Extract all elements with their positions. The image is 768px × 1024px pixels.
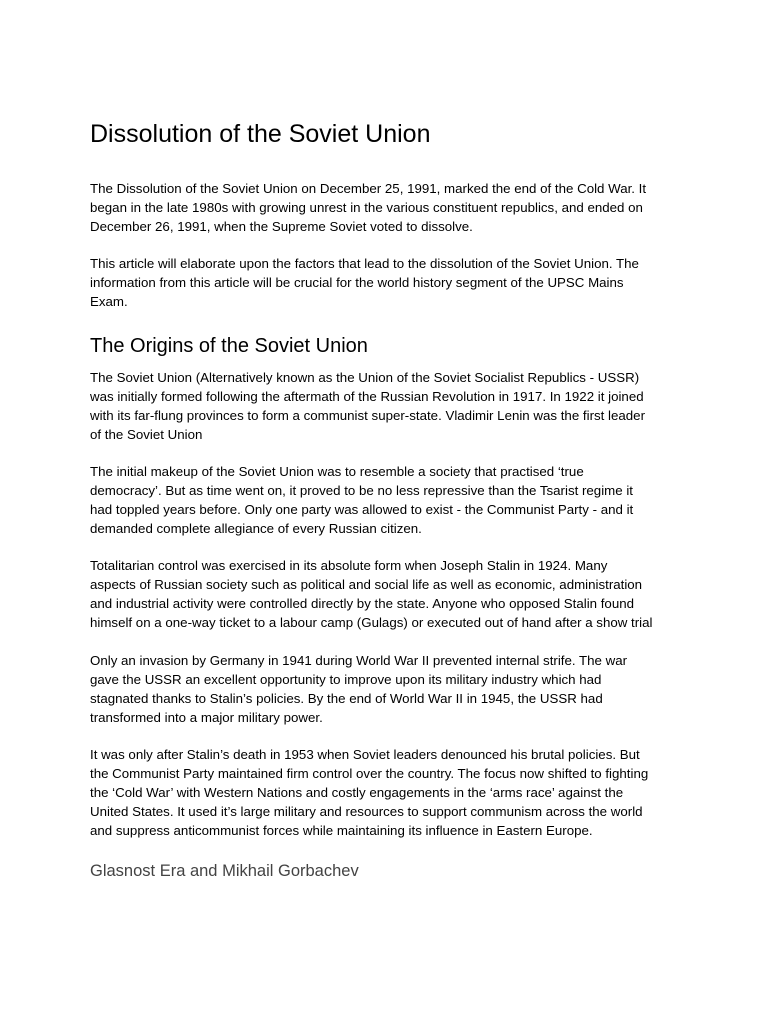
origins-paragraph-2: [90, 462, 690, 538]
text-line: gave the USSR an excellent opportunity to improve upon its military industry which had: [90, 672, 602, 687]
text-line: transformed into a major military power.: [90, 710, 323, 725]
text-line: The Dissolution of the Soviet Union on December 25, 1991, marked the end of the Cold War. It: [90, 181, 647, 196]
text-line: Only an invasion by Germany in 1941 during World War II prevented internal strife. The war: [90, 653, 628, 668]
origins-paragraph-4: [90, 651, 690, 727]
text-line: with its far-flung provinces to form a communist super-state. Vladimir Lenin was the first leader: [90, 408, 645, 423]
text-line: and suppress anticommunist forces while maintaining its influence in Eastern Europe.: [90, 823, 593, 838]
origins-paragraph-3: [90, 556, 690, 632]
intro-paragraph-2: [90, 254, 690, 311]
text-line: This article will elaborate upon the factors that lead to the dissolution of the Soviet Union. The: [90, 256, 639, 271]
section-heading-glasnost: Glasnost Era and Mikhail Gorbachev: [90, 862, 359, 880]
text-line: It was only after Stalin’s death in 1953 when Soviet leaders denounced his brutal policies. But: [90, 747, 640, 762]
section-heading-origins: The Origins of the Soviet Union: [90, 335, 368, 357]
text-line: the ‘Cold War’ with Western Nations and costly engagements in the ‘arms race’ against the: [90, 785, 624, 800]
text-line: Exam.: [90, 294, 128, 309]
text-line: had toppled years before. Only one party was allowed to exist - the Communist Party - and it: [90, 502, 634, 517]
text-line: aspects of Russian society such as political and social life as well as economic, administration: [90, 577, 643, 592]
intro-paragraph-1: [90, 179, 690, 236]
text-line: himself on a one-way ticket to a labour camp (Gulags) or executed out of hand after a show trial: [90, 615, 653, 630]
text-line: The initial makeup of the Soviet Union was to resemble a society that practised ‘true: [90, 464, 584, 479]
text-line: the Communist Party maintained firm control over the country. The focus now shifted to fighting: [90, 766, 649, 781]
text-line: of the Soviet Union: [90, 427, 203, 442]
text-line: stagnated thanks to Stalin’s policies. By the end of World War II in 1945, the USSR had: [90, 691, 603, 706]
text-line: The Soviet Union (Alternatively known as the Union of the Soviet Socialist Republics - USSR): [90, 370, 640, 385]
text-line: United States. It used it’s large military and resources to support communism across the world: [90, 804, 643, 819]
origins-paragraph-5: [90, 745, 690, 840]
origins-paragraph-1: [90, 368, 690, 444]
text-line: began in the late 1980s with growing unrest in the various constituent republics, and ended on: [90, 200, 643, 215]
text-line: was initially formed following the aftermath of the Russian Revolution in 1917. In 1922 it joined: [90, 389, 644, 404]
text-line: democracy’. But as time went on, it proved to be no less repressive than the Tsarist regime it: [90, 483, 633, 498]
text-line: demanded complete allegiance of every Russian citizen.: [90, 521, 422, 536]
text-line: and industrial activity were controlled directly by the state. Anyone who opposed Stalin found: [90, 596, 635, 611]
page-title: Dissolution of the Soviet Union: [90, 120, 431, 148]
text-line: December 26, 1991, when the Supreme Soviet voted to dissolve.: [90, 219, 473, 234]
text-line: information from this article will be crucial for the world history segment of the UPSC Mains: [90, 275, 624, 290]
text-line: Totalitarian control was exercised in its absolute form when Joseph Stalin in 1924. Many: [90, 558, 608, 573]
